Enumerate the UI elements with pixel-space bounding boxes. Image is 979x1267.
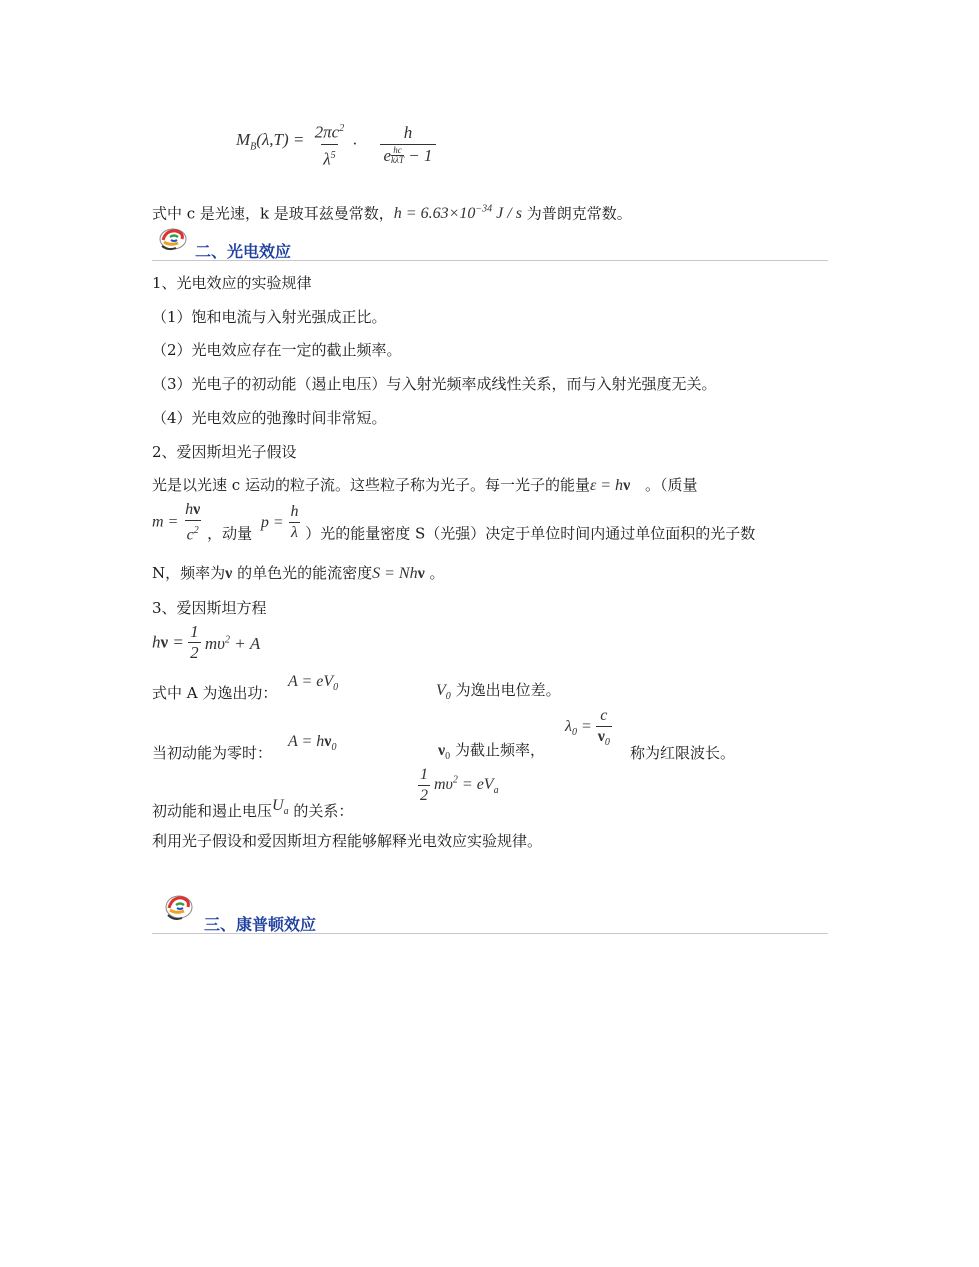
einstein-equation: hν = $\frac{1}{2}$ $m\upsilon^2 + A$ (152, 622, 261, 662)
section-2-title: 二、光电效应 (195, 242, 292, 261)
photon-line-2: m = $\frac{h\nu}{c^2}$ ，动量 p = $\frac{h}{\lambda}$ ）光的能量密度 S（光强）决定于单位时间内通过单位面积的光子数 (152, 501, 756, 544)
planck-caption: 式中 c 是光速，k 是玻耳兹曼常数，$h = 6.63\times 10^{-34}$ J / s 为普朗克常数。 (152, 204, 632, 223)
colorful-swirl-icon (158, 226, 188, 252)
photon-line-1: 光是以光速 c 运动的粒子流。这些粒子称为光子。每一光子的能量ε = hν 。（质量 (152, 476, 698, 494)
rule-1: （1）饱和电流与入射光强成正比。 (152, 308, 387, 326)
stopping-voltage-formula: $\frac{1}{2}$ $m\upsilon^2 = eV_a$ (420, 766, 499, 804)
photon-line-3: N，频率为ν 的单色光的能流密度S = Nhν 。 (152, 564, 445, 582)
conclusion-text: 利用光子假设和爱因斯坦方程能够解释光电效应实验规律。 (152, 832, 543, 850)
section-3-divider (152, 933, 828, 934)
section-3-title: 三、康普顿效应 (204, 915, 317, 934)
work-potential-desc: $V_0$ 为逸出电位差。 (436, 681, 561, 703)
cutoff-frequency-desc: $\nu_0$ 为截止频率， (438, 741, 545, 762)
item-2-title: 2、爱因斯坦光子假设 (152, 443, 297, 461)
rule-2: （2）光电效应存在一定的截止频率。 (152, 341, 402, 359)
work-function-line: 式中 A 为逸出功： (152, 684, 278, 702)
rule-3: （3）光电子的初动能（遏止电压）与入射光频率成线性关系，而与入射光强度无关。 (152, 375, 717, 393)
planck-formula: $M_B(\lambda,T)$ = $\frac{2\pi c^2}{\lambda^5}$ · h e $^{hc k\lambda T}$ − 1 (236, 118, 453, 170)
stopping-voltage-label: 初动能和遏止电压$U_a$ 的关系： (152, 797, 354, 820)
zero-energy-formula: $A = h\nu_0$ (288, 733, 337, 754)
section-2-divider (152, 260, 828, 261)
item-3-title: 3、爱因斯坦方程 (152, 599, 267, 617)
rule-4: （4）光电效应的弛豫时间非常短。 (152, 409, 387, 427)
zero-energy-label: 当初动能为零时： (152, 744, 273, 762)
red-limit-desc: 称为红限波长。 (630, 744, 736, 762)
red-limit-formula: $\lambda_0$ = $\frac{c}{\nu_0}$ (565, 706, 612, 753)
item-1-title: 1、光电效应的实验规律 (152, 274, 312, 292)
colorful-swirl-icon (164, 893, 194, 923)
work-function-formula: $A = eV_0$ (288, 673, 339, 694)
